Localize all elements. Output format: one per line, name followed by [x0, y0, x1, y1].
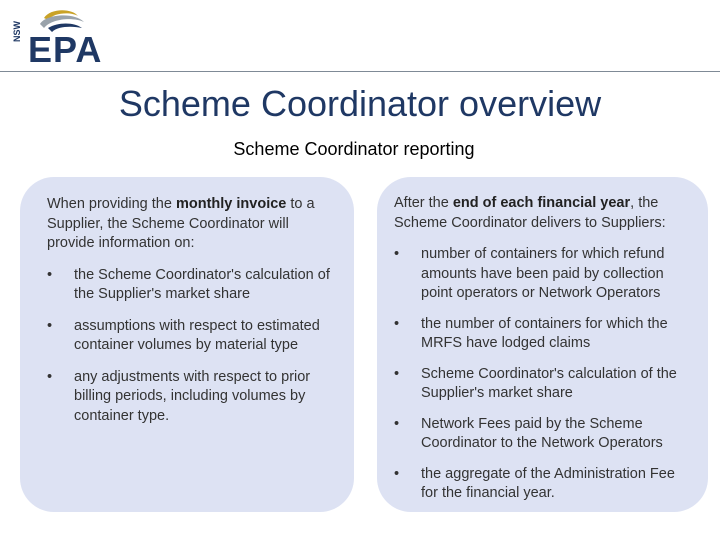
- list-item-text: assumptions with respect to estimated container volumes by material type: [74, 317, 320, 353]
- bullet-icon: •: [47, 368, 53, 385]
- list-item: [394, 245, 694, 304]
- intro-text-start: After the: [394, 195, 453, 211]
- intro-emphasis: monthly invoice: [175, 196, 287, 212]
- nsw-epa-logo: [12, 6, 112, 68]
- monthly-invoice-intro: [47, 195, 334, 254]
- header-divider: [0, 71, 720, 72]
- bullet-icon: •: [47, 317, 53, 334]
- bullet-icon: •: [394, 315, 400, 332]
- logo-state-label: NSW: [12, 21, 22, 42]
- bullet-icon: •: [47, 266, 53, 283]
- list-item-text: the aggregate of the Administration Fee for the financial year.: [421, 465, 675, 501]
- list-item-text: number of containers for which refund amounts have been paid by collection point operators or Network Operators: [421, 246, 665, 301]
- intro-text-end: , the Scheme Coordinator delivers to Suppliers:: [394, 195, 666, 231]
- bullet-icon: •: [394, 246, 400, 262]
- list-item: [394, 465, 694, 504]
- intro-text-start: When providing the: [47, 196, 176, 212]
- bullet-icon: •: [394, 465, 400, 482]
- monthly-invoice-panel: [20, 177, 354, 512]
- list-item: [47, 317, 334, 356]
- bullet-icon: •: [394, 365, 400, 382]
- list-item: [47, 266, 334, 305]
- list-item: [394, 365, 694, 404]
- list-item-text: any adjustments with respect to prior billing periods, including volumes by container type.: [74, 368, 311, 424]
- bullet-icon: •: [394, 415, 400, 432]
- annual-report-panel: [377, 177, 708, 512]
- list-item-text: Network Fees paid by the Scheme Coordinator to the Network Operators: [421, 415, 663, 451]
- list-item: [47, 368, 334, 427]
- list-item: [394, 415, 694, 454]
- slide-title: Scheme Coordinator overview: [118, 83, 602, 124]
- annual-report-intro: [394, 194, 694, 233]
- monthly-invoice-list: [47, 266, 334, 427]
- list-item-text: the number of containers for which the MRFS have lodged claims: [421, 315, 668, 351]
- logo-name: EPA: [28, 29, 103, 70]
- list-item: [394, 315, 694, 354]
- intro-emphasis: end of each financial year: [452, 195, 631, 211]
- list-item-text: Scheme Coordinator's calculation of the Supplier's market share: [421, 365, 677, 401]
- list-item-text: the Scheme Coordinator's calculation of the Supplier's market share: [74, 266, 330, 302]
- annual-report-list: [394, 245, 694, 504]
- slide-subtitle: Scheme Coordinator reporting: [233, 139, 475, 159]
- intro-text-end: to a Supplier, the Scheme Coordinator will provide information on:: [47, 196, 315, 251]
